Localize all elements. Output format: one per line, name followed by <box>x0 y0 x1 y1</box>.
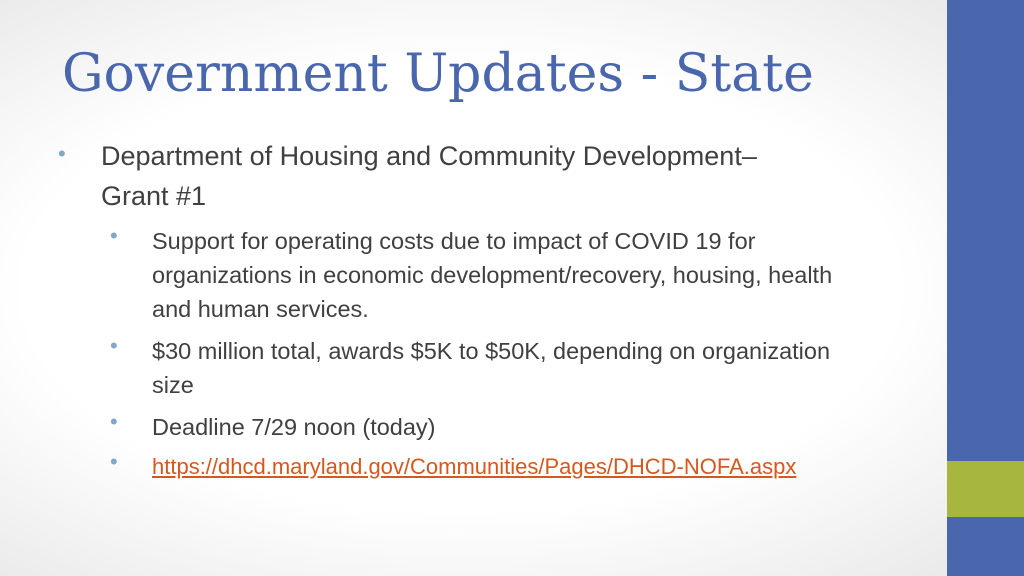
bullet-dot-icon: • <box>110 223 118 248</box>
side-accent-decoration <box>947 461 1024 517</box>
sub-bullet-deadline-text: Deadline 7/29 noon (today) <box>152 414 436 440</box>
bullet-dhcd-text <box>101 136 901 216</box>
sub-bullet-link-text <box>152 450 872 484</box>
bullet-dot-icon: • <box>110 409 118 434</box>
bullet-dhcd-line2: Grant #1 <box>101 181 207 211</box>
bullet-dot-icon: • <box>110 333 118 358</box>
bullet-dhcd-line1: Department of Housing and Community Development– <box>101 141 757 171</box>
slide-title: Government Updates - State <box>62 44 814 104</box>
dhcd-nofa-link[interactable]: https://dhcd.maryland.gov/Communities/Pages/DHCD-NOFA.aspx <box>152 454 797 479</box>
sub-bullet-funding-text: $30 million total, awards $5K to $50K, depending on organization size <box>152 338 831 398</box>
sub-bullet-support-text: Support for operating costs due to impact of COVID 19 for organizations in economic development/recovery, housing, health and human services. <box>152 228 833 322</box>
bullet-dot-icon: • <box>58 141 66 166</box>
bullet-dot-icon: • <box>110 449 118 474</box>
